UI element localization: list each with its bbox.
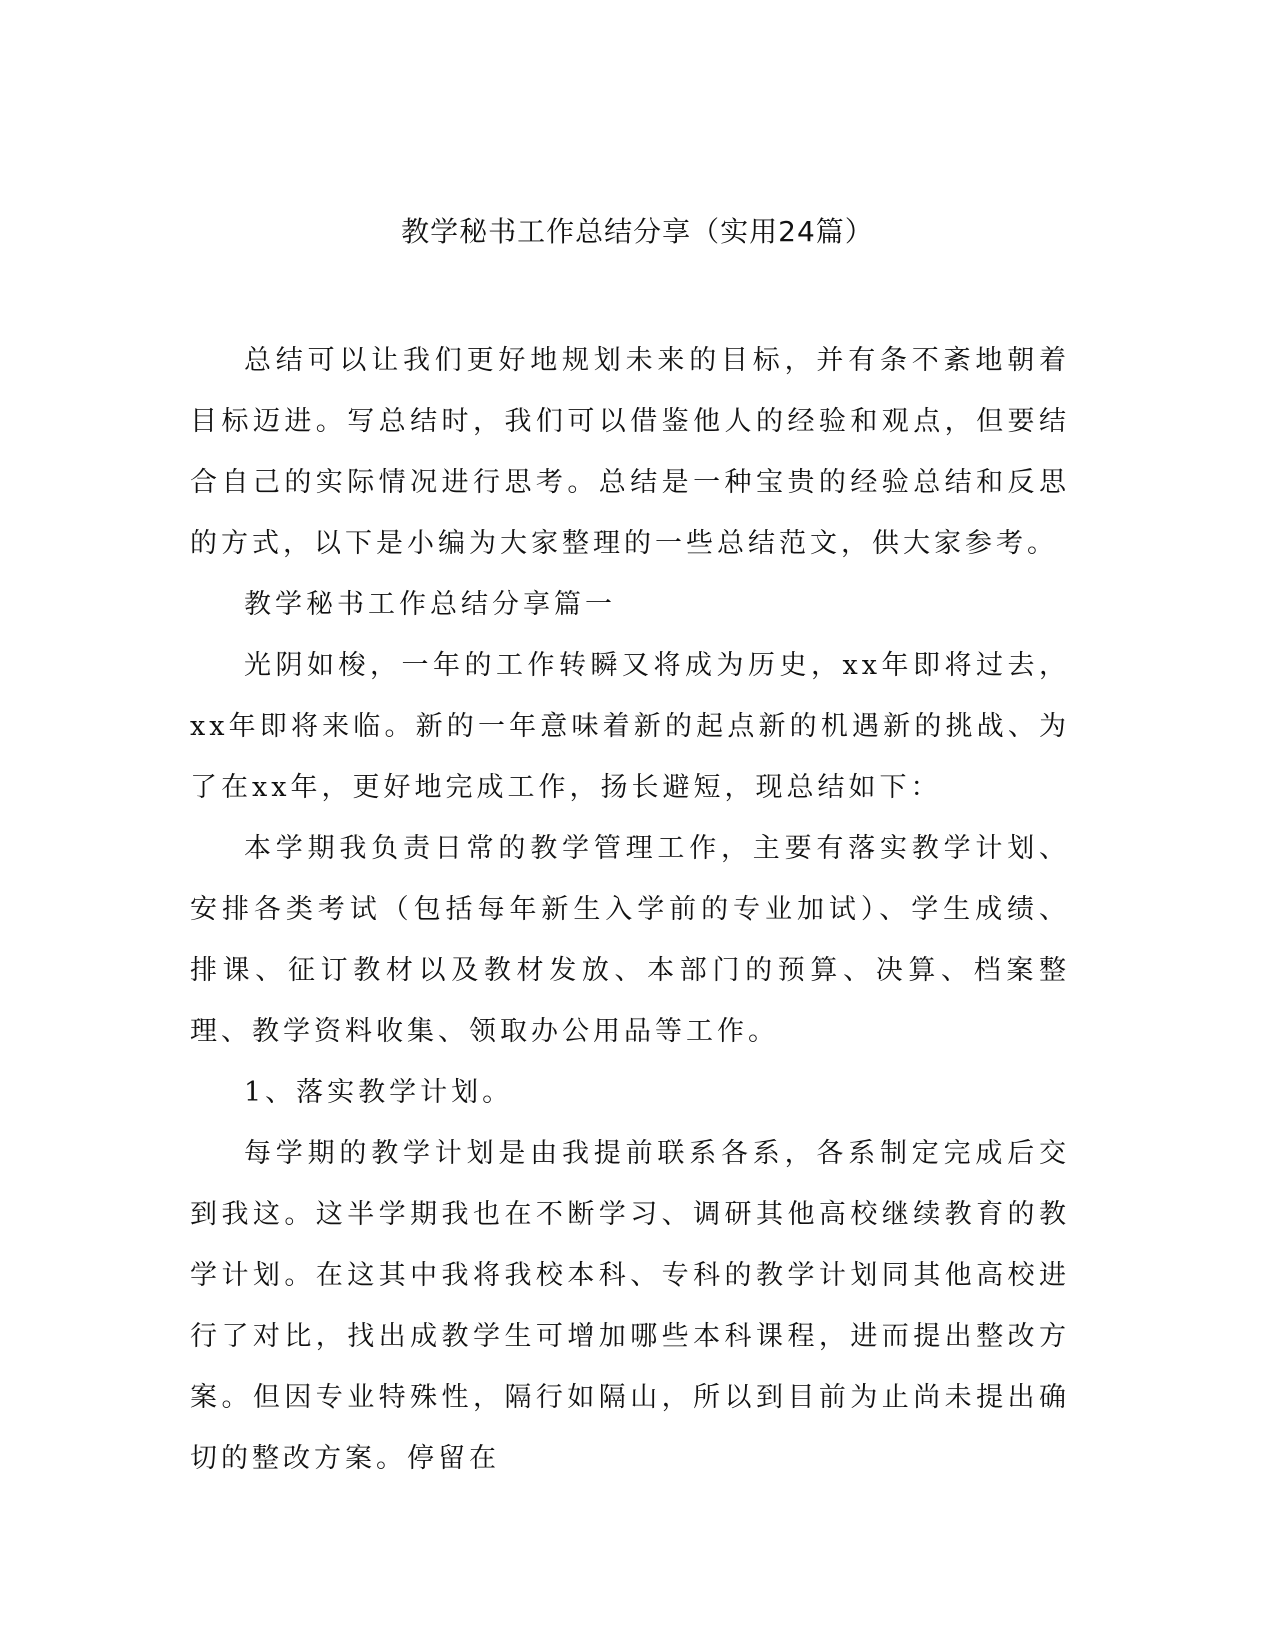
document-body xyxy=(190,330,1070,1489)
body-paragraph: 每学期的教学计划是由我提前联系各系，各系制定完成后交到我这。这半学期我也在不断学习、调研其他高校继续教育的教学计划。在这其中我将我校本科、专科的教学计划同其他高校进行了对比，找出成教学生可增加哪些本科课程，进而提出整改方案。但因专业特殊性，隔行如隔山，所以到目前为止尚未提出确切的整改方案。停留在 xyxy=(190,1138,1070,1474)
list-item-heading: 1、落实教学计划。 xyxy=(244,1077,514,1108)
body-paragraph: 光阴如梭，一年的工作转瞬又将成为历史，xx年即将过去，xx年即将来临。新的一年意味着新的起点新的机遇新的挑战、为了在xx年，更好地完成工作，扬长避短，现总结如下： xyxy=(190,650,1070,803)
intro-paragraph: 总结可以让我们更好地规划未来的目标，并有条不紊地朝着目标迈进。写总结时，我们可以借鉴他人的经验和观点，但要结合自己的实际情况进行思考。总结是一种宝贵的经验总结和反思的方式，以下是小编为大家整理的一些总结范文，供大家参考。 xyxy=(190,345,1070,559)
document-title: 教学秘书工作总结分享（实用24篇） xyxy=(401,215,874,248)
section-heading: 教学秘书工作总结分享篇一 xyxy=(244,589,616,620)
body-paragraph: 本学期我负责日常的教学管理工作，主要有落实教学计划、安排各类考试（包括每年新生入学前的专业加试）、学生成绩、排课、征订教材以及教材发放、本部门的预算、决算、档案整理、教学资料收集、领取办公用品等工作。 xyxy=(190,833,1070,1047)
